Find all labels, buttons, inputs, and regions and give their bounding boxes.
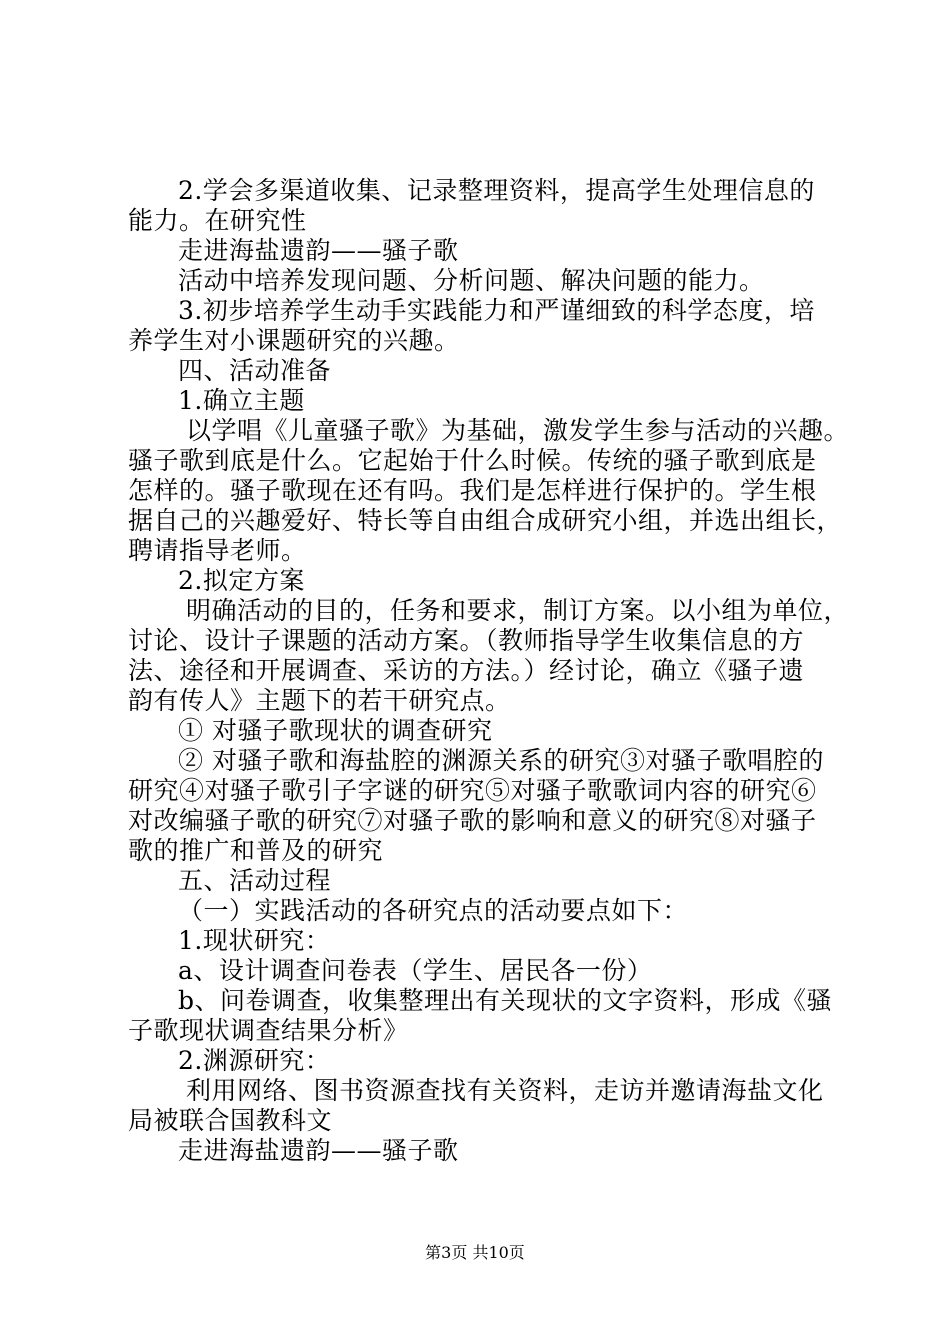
text-line: 讨论、设计子课题的活动方案。（教师指导学生收集信息的方 bbox=[128, 626, 805, 655]
text-line: （一）实践活动的各研究点的活动要点如下： bbox=[178, 896, 689, 925]
text-line: a、设计调查问卷表（学生、居民各一份） bbox=[178, 956, 653, 985]
text-line: 2.拟定方案 bbox=[178, 566, 305, 595]
text-line: 法、途径和开展调查、采访的方法。）经讨论，确立《骚子遗 bbox=[128, 656, 805, 685]
text-line: ② 对骚子歌和海盐腔的渊源关系的研究③对骚子歌唱腔的 bbox=[178, 746, 824, 775]
text-line: 据自己的兴趣爱好、特长等自由组合成研究小组，并选出组长， bbox=[128, 506, 843, 535]
text-line: 骚子歌到底是什么。它起始于什么时候。传统的骚子歌到底是 bbox=[128, 446, 817, 475]
text-line: 活动中培养发现问题、分析问题、解决问题的能力。 bbox=[178, 266, 765, 295]
text-line: 明确活动的目的，任务和要求，制订方案。以小组为单位， bbox=[186, 596, 850, 625]
text-line: 对改编骚子歌的研究⑦对骚子歌的影响和意义的研究⑧对骚子 bbox=[128, 806, 817, 835]
text-line: ① 对骚子歌现状的调查研究 bbox=[178, 716, 493, 745]
text-line: 四、活动准备 bbox=[178, 356, 332, 385]
text-line: 研究④对骚子歌引子字谜的研究⑤对骚子歌歌词内容的研究⑥ bbox=[128, 776, 817, 805]
text-line: 韵有传人》主题下的若干研究点。 bbox=[128, 686, 511, 715]
page-footer bbox=[0, 1243, 950, 1263]
text-line: 聘请指导老师。 bbox=[128, 536, 307, 565]
document-body bbox=[128, 176, 850, 1166]
text-line: 能力。在研究性 bbox=[128, 206, 307, 235]
text-line: 局被联合国教科文 bbox=[128, 1106, 333, 1135]
text-line: 走进海盐遗韵——骚子歌 bbox=[178, 1136, 459, 1165]
text-line: 3.初步培养学生动手实践能力和严谨细致的科学态度，培 bbox=[178, 296, 815, 325]
text-line: 以学唱《儿童骚子歌》为基础，激发学生参与活动的兴趣。 bbox=[186, 416, 850, 445]
text-line: 养学生对小课题研究的兴趣。 bbox=[128, 326, 460, 355]
text-line: 歌的推广和普及的研究 bbox=[128, 836, 384, 865]
text-line: 五、活动过程 bbox=[178, 866, 332, 895]
text-line: 利用网络、图书资源查找有关资料，走访并邀请海盐文化 bbox=[186, 1076, 824, 1105]
text-line: 1.现状研究： bbox=[178, 926, 331, 955]
text-line: 走进海盐遗韵——骚子歌 bbox=[178, 236, 459, 265]
text-line: 子歌现状调查结果分析》 bbox=[128, 1016, 409, 1045]
page-number-label: 第3页 共10页 bbox=[425, 1243, 525, 1262]
text-line: 1.确立主题 bbox=[178, 386, 305, 415]
text-line: 2.学会多渠道收集、记录整理资料，提高学生处理信息的 bbox=[178, 176, 815, 205]
text-line: 2.渊源研究： bbox=[178, 1046, 331, 1075]
text-line: b、问卷调查，收集整理出有关现状的文字资料，形成《骚 bbox=[178, 986, 833, 1015]
text-line: 怎样的。骚子歌现在还有吗。我们是怎样进行保护的。学生根 bbox=[128, 476, 817, 505]
